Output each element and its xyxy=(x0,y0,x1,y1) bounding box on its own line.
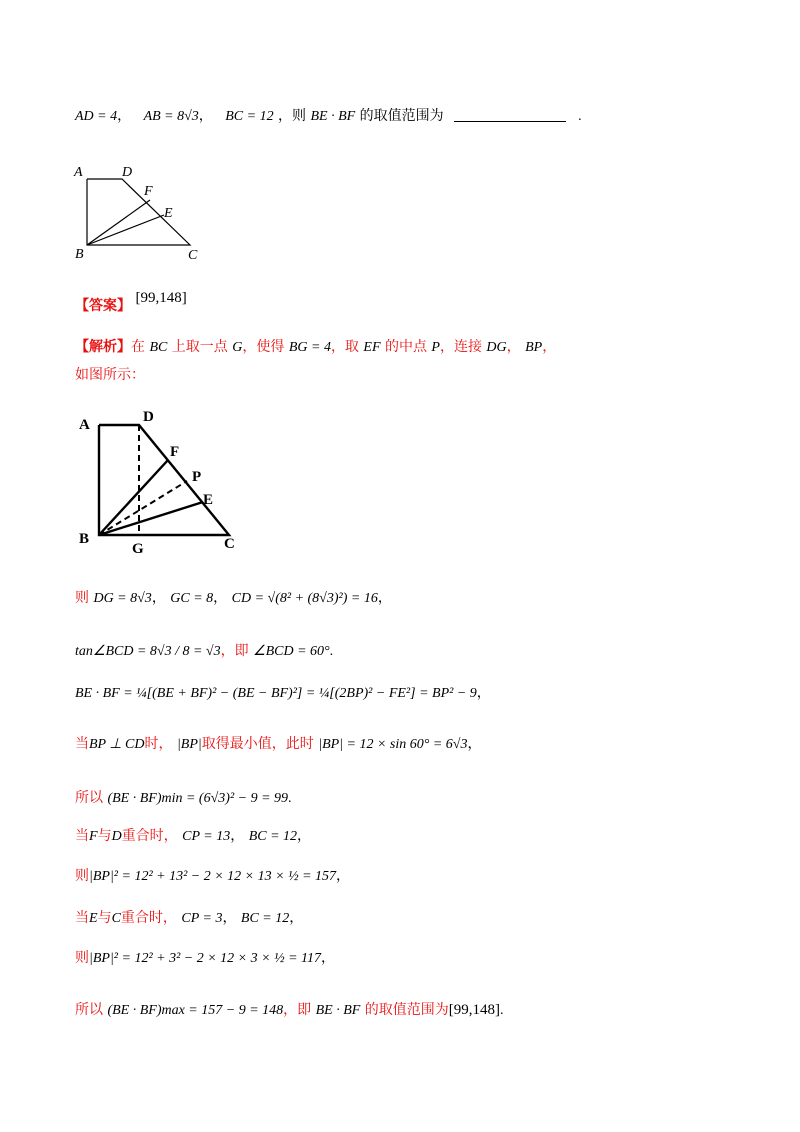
ad-expr: AD = 4 xyxy=(75,109,118,124)
step5-pre: 所以 xyxy=(75,790,103,806)
step-4 xyxy=(75,734,481,755)
ab-expr: AB = 8√3 xyxy=(143,109,199,124)
step1-pre: 则 xyxy=(75,590,89,606)
step5-formula: (BE · BF)min = (6√3)² − 9 = 99 xyxy=(107,791,289,806)
label2-p: P xyxy=(192,469,202,485)
step4-abs: |BP| xyxy=(176,737,202,752)
analysis-text-7: ， xyxy=(506,339,521,355)
step8-end: ， xyxy=(289,911,304,926)
analysis-text-3: ，使得 xyxy=(242,339,285,355)
step6-f: F xyxy=(89,829,98,844)
analysis-text-6: ，连接 xyxy=(439,339,482,355)
step-2 xyxy=(75,641,333,662)
answer-value: [99,148] xyxy=(135,290,187,306)
step-7 xyxy=(75,866,350,887)
analysis-dg: DG xyxy=(486,340,507,355)
analysis-line xyxy=(75,337,556,358)
analysis-text-8: ， xyxy=(542,339,557,355)
step4-end: ， xyxy=(467,737,482,752)
figure-trapezoid xyxy=(72,162,212,262)
step8-e: E xyxy=(89,911,98,926)
analysis-text-5: 的中点 xyxy=(384,339,427,355)
step4-pre: 当 xyxy=(75,736,89,752)
answer-label: 【答案】 xyxy=(75,298,131,314)
bc-expr: BC = 12 xyxy=(225,109,274,124)
step9-formula: |BP|² = 12² + 3² − 2 × 12 × 3 × ½ = 117 xyxy=(89,951,321,966)
label2-e: E xyxy=(203,492,214,508)
analysis-bg: BG = 4 xyxy=(288,340,331,355)
step-3 xyxy=(75,683,491,704)
step7-pre: 则 xyxy=(75,868,89,884)
step2-end: . xyxy=(329,644,334,659)
step10-range: [99,148] xyxy=(448,1002,501,1018)
step-5 xyxy=(75,788,292,809)
answer-blank xyxy=(454,107,566,122)
ask-text: 的取值范围为 xyxy=(359,108,444,124)
label-c: C xyxy=(188,248,198,262)
step10-formula: (BE · BF)max = 157 − 9 = 148 xyxy=(107,1003,284,1018)
step-8: 当E与C重合时， CP = 3， BC = 12， xyxy=(75,910,304,926)
step4-perp: BP ⊥ CD xyxy=(89,737,145,752)
analysis-bp: BP xyxy=(525,340,543,355)
label-b: B xyxy=(75,247,84,262)
step1-gc: GC = 8 xyxy=(170,591,214,606)
label-e: E xyxy=(164,206,173,221)
step6-mid2: 重合时， xyxy=(121,828,178,844)
analysis-p: P xyxy=(431,340,440,355)
label2-d: D xyxy=(143,409,154,425)
step-1: 则 DG = 8√3， GC = 8， CD = √(8² + (8√3)²) = 16， xyxy=(75,590,392,606)
step9-end: ， xyxy=(320,951,335,966)
step6-mid: 与 xyxy=(97,828,112,844)
step6-cp: CP = 13 xyxy=(182,829,231,844)
step8-pre: 当 xyxy=(75,910,89,926)
step8-mid2: 重合时， xyxy=(120,910,177,926)
step4-mid: 时， xyxy=(144,736,173,752)
then-text: ，则 xyxy=(278,108,307,124)
step10-end: . xyxy=(500,1003,504,1018)
analysis-text-2: 上取一点 xyxy=(171,339,228,355)
step7-end: ， xyxy=(336,869,351,884)
analysis-text-1: 在 xyxy=(131,339,145,355)
label2-f: F xyxy=(170,444,180,460)
dot-product-expr: BE · BF xyxy=(310,109,356,124)
step4-mid2: 取得最小值，此时 xyxy=(201,736,314,752)
label2-a: A xyxy=(79,417,90,433)
step1-comma: ， xyxy=(377,591,392,606)
step5-end: . xyxy=(288,791,292,806)
step9-pre: 则 xyxy=(75,950,89,966)
step6-pre: 当 xyxy=(75,828,89,844)
period: . xyxy=(578,109,582,124)
step2-angle: ∠BCD = 60° xyxy=(253,644,330,659)
analysis-g: G xyxy=(232,340,243,355)
figure-construction xyxy=(75,405,255,555)
step8-mid: 与 xyxy=(97,910,112,926)
label2-c: C xyxy=(224,536,235,552)
label-d: D xyxy=(122,165,133,180)
step10-dot: BE · BF xyxy=(315,1003,361,1018)
step2-mid: ，即 xyxy=(220,643,249,659)
step3-formula: BE · BF = ¼[(BE + BF)² − (BE − BF)²] = ¼[(2BP)² − FE²] = BP² − 9 xyxy=(75,686,477,701)
step1-dg: DG = 8√3 xyxy=(93,591,152,606)
analysis-bc: BC xyxy=(149,340,168,355)
step6-d: D xyxy=(111,829,122,844)
step6-bc: BC = 12 xyxy=(248,829,298,844)
label-f: F xyxy=(144,184,153,199)
step-9 xyxy=(75,948,335,969)
label2-b: B xyxy=(79,531,90,547)
problem-line: AD = 4， AB = 8√3， BC = 12 ，则 BE · BF 的取值范围为 . xyxy=(75,108,582,124)
analysis-label: 【解析】 xyxy=(75,339,131,355)
step10-mid: ，即 xyxy=(283,1002,312,1018)
answer-line xyxy=(75,288,187,314)
analysis-ef: EF xyxy=(363,340,381,355)
step1-cd: CD = √(8² + (8√3)²) = 16 xyxy=(231,591,378,606)
step8-bc: BC = 12 xyxy=(240,911,290,926)
step4-value: |BP| = 12 × sin 60° = 6√3 xyxy=(318,737,468,752)
label2-g: G xyxy=(132,541,144,555)
analysis-line-2: 如图所示： xyxy=(75,367,145,383)
step10-pre: 所以 xyxy=(75,1002,103,1018)
step-10 xyxy=(75,1000,504,1021)
step-6: 当F与D重合时， CP = 13， BC = 12， xyxy=(75,828,312,844)
step7-formula: |BP|² = 12² + 13² − 2 × 12 × 13 × ½ = 157 xyxy=(89,869,337,884)
step8-cp: CP = 3 xyxy=(181,911,223,926)
step10-mid2: 的取值范围为 xyxy=(364,1002,449,1018)
step3-end: ， xyxy=(476,686,491,701)
step6-end: ， xyxy=(297,829,312,844)
step8-c: C xyxy=(111,911,121,926)
step2-tan: tan∠BCD = 8√3 / 8 = √3 xyxy=(75,644,221,659)
analysis-text-4: ，取 xyxy=(330,339,359,355)
label-a: A xyxy=(74,165,83,180)
